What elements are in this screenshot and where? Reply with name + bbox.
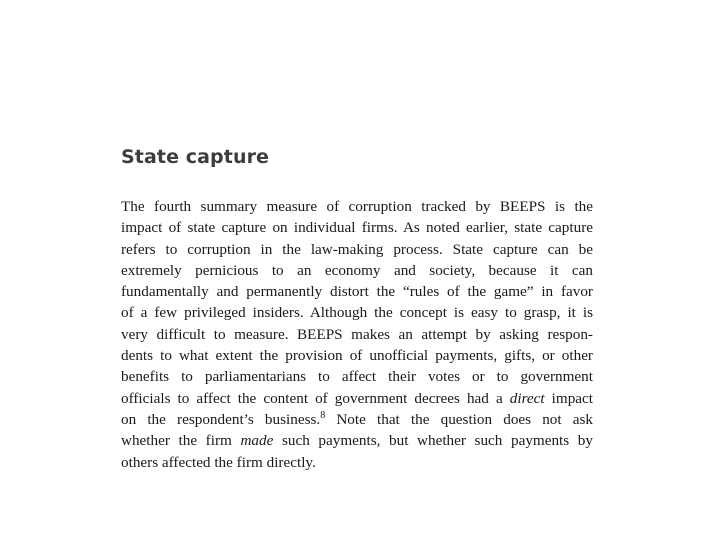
text-line bbox=[121, 324, 593, 345]
text-line bbox=[121, 430, 593, 451]
text-line bbox=[121, 260, 593, 281]
text-run: Note that the question does not ask bbox=[325, 410, 593, 428]
text-line bbox=[121, 196, 593, 217]
body-paragraph bbox=[121, 196, 593, 473]
text-run: very difficult to measure. BEEPS makes an attempt by asking respon- bbox=[121, 325, 593, 343]
text-run: fundamentally and permanently distort the “rules of the game” in favor bbox=[121, 283, 593, 301]
text-run: extremely pernicious to an economy and society, because it can bbox=[121, 261, 593, 279]
text-line bbox=[121, 345, 593, 366]
text-run: impact bbox=[544, 389, 594, 407]
text-run: officials to affect the content of government decrees had a bbox=[121, 389, 510, 407]
section-heading: State capture bbox=[121, 146, 270, 168]
text-line bbox=[121, 281, 593, 302]
text-run: benefits to parliamentarians to affect their votes or to government bbox=[121, 368, 593, 386]
footnote-marker: 8 bbox=[320, 409, 326, 421]
text-line bbox=[121, 366, 593, 387]
text-run: dents to what extent the provision of unofficial payments, gifts, or other bbox=[121, 347, 593, 365]
emphasized-word: direct bbox=[509, 389, 545, 407]
text-line bbox=[121, 452, 593, 473]
text-line bbox=[121, 217, 593, 238]
text-line bbox=[121, 239, 593, 260]
text-run: others affected the firm directly. bbox=[121, 453, 316, 471]
text-run: whether the firm bbox=[121, 432, 241, 450]
text-run: The fourth summary measure of corruption tracked by BEEPS is the bbox=[121, 198, 593, 215]
text-run: on the respondent’s business. bbox=[121, 410, 321, 428]
text-run: impact of state capture on individual firms. As noted earlier, state capture bbox=[121, 219, 593, 237]
text-line bbox=[121, 388, 593, 409]
emphasized-word: made bbox=[240, 432, 274, 450]
text-run: refers to corruption in the law-making process. State capture can be bbox=[121, 240, 593, 258]
text-line bbox=[121, 409, 593, 430]
text-line bbox=[121, 302, 593, 323]
text-run: of a few privileged insiders. Although the concept is easy to grasp, it is bbox=[121, 304, 593, 322]
text-run: such payments, but whether such payments by bbox=[273, 432, 593, 450]
